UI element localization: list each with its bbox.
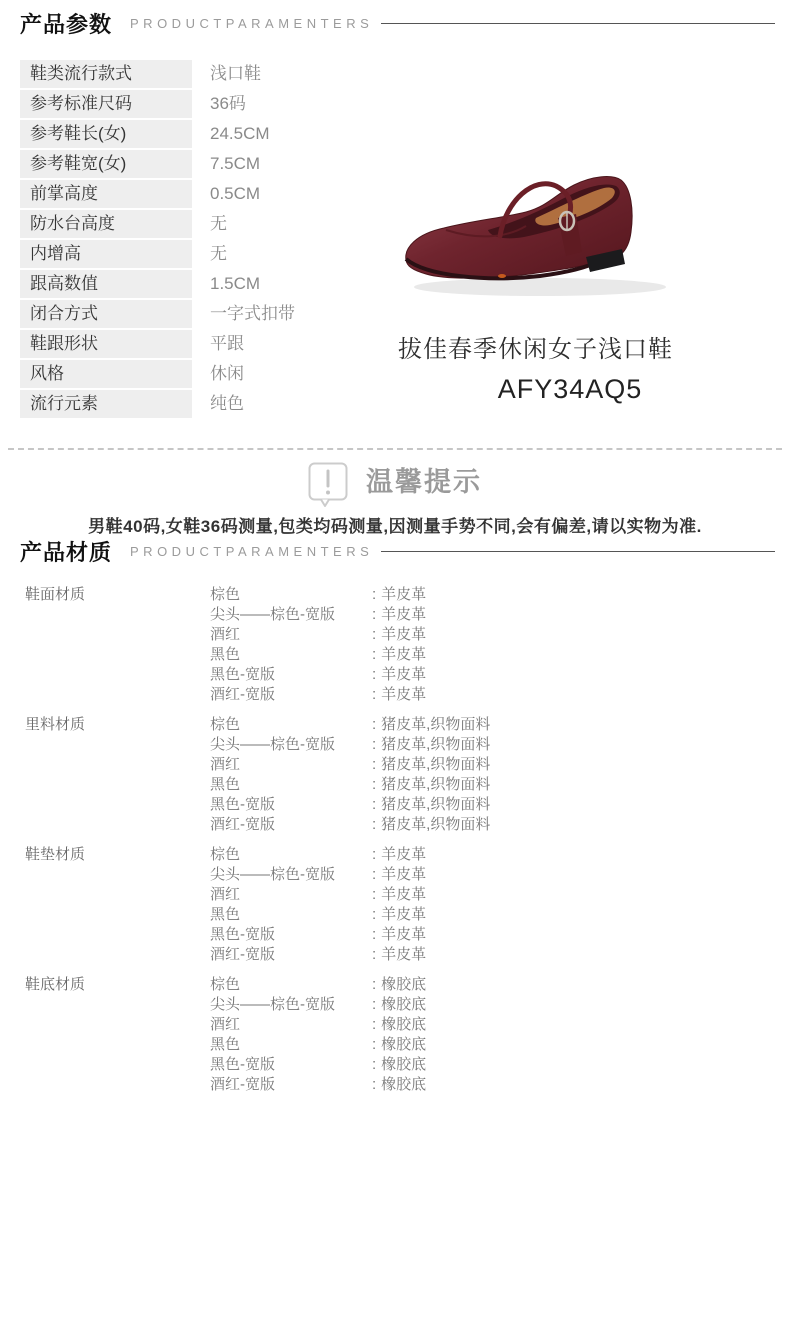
material-value: 猪皮革,织物面料 [381, 756, 491, 773]
material-value: 猪皮革,织物面料 [381, 776, 491, 793]
variant-name: 酒红 [210, 756, 241, 773]
material-section-title: 产品材质 [20, 540, 113, 565]
param-row [20, 210, 420, 238]
separator: : [372, 996, 377, 1013]
material-row [210, 715, 490, 735]
separator: : [372, 1056, 377, 1073]
material-row [210, 645, 426, 665]
variant-name: 酒红 [210, 1016, 241, 1033]
param-row [20, 150, 420, 178]
param-value: 浅口鞋 [210, 64, 261, 83]
header-rule [381, 23, 775, 24]
variant-name: 酒红 [210, 886, 241, 903]
separator: : [372, 666, 377, 683]
material-value: 猪皮革,织物面料 [381, 736, 491, 753]
material-row [210, 995, 426, 1015]
material-value: 羊皮革 [381, 886, 427, 903]
material-row [210, 685, 426, 705]
param-row [20, 240, 420, 268]
material-row [210, 865, 426, 885]
header-rule [381, 551, 775, 552]
separator: : [372, 926, 377, 943]
variant-name: 酒红 [210, 626, 241, 643]
material-value: 羊皮革 [381, 646, 427, 663]
separator: : [372, 1016, 377, 1033]
material-row [210, 735, 490, 755]
product-visual [390, 160, 750, 405]
material-row [210, 585, 426, 605]
separator: : [372, 646, 377, 663]
material-value: 羊皮革 [381, 606, 427, 623]
separator: : [372, 976, 377, 993]
param-label: 防水台高度 [20, 210, 192, 238]
param-value: 无 [210, 244, 227, 263]
variant-name: 尖头——棕色-宽版 [210, 996, 335, 1013]
product-model: AFY34AQ5 [497, 374, 643, 404]
separator: : [372, 816, 377, 833]
notice-text: 男鞋40码,女鞋36码测量,包类均码测量,因测量手势不同,会有偏差,请以实物为准. [88, 517, 702, 536]
param-label: 风格 [20, 360, 192, 388]
param-row [20, 90, 420, 118]
material-row [210, 665, 426, 685]
separator: : [372, 906, 377, 923]
material-row [210, 885, 426, 905]
material-group-lining [25, 715, 790, 835]
params-table [20, 60, 420, 420]
materials-list [25, 585, 790, 1105]
variant-name: 酒红-宽版 [210, 686, 275, 703]
material-value: 羊皮革 [381, 866, 427, 883]
dashed-divider [8, 448, 782, 450]
material-rows [210, 715, 490, 835]
separator: : [372, 716, 377, 733]
notice-header [0, 462, 790, 510]
variant-name: 棕色 [210, 586, 241, 603]
material-value: 羊皮革 [381, 586, 427, 603]
material-row [210, 625, 426, 645]
material-value: 猪皮革,织物面料 [381, 796, 491, 813]
param-value: 24.5CM [210, 124, 270, 143]
separator: : [372, 1076, 377, 1093]
param-value: 1.5CM [210, 274, 261, 293]
separator: : [372, 586, 377, 603]
material-section-header [0, 536, 775, 567]
material-group-upper [25, 585, 790, 705]
separator: : [372, 626, 377, 643]
param-label: 跟高数值 [20, 270, 192, 298]
material-row [210, 1035, 426, 1055]
shoe-illustration [406, 177, 666, 296]
material-group-label: 里料材质 [25, 716, 86, 733]
separator: : [372, 946, 377, 963]
params-section-subtitle: PRODUCTPARAMENTERS [130, 16, 374, 31]
material-value: 羊皮革 [381, 686, 427, 703]
product-image [390, 160, 750, 310]
separator: : [372, 756, 377, 773]
separator: : [372, 796, 377, 813]
variant-name: 黑色 [210, 906, 241, 923]
material-value: 橡胶底 [381, 996, 427, 1013]
param-value: 休闲 [210, 364, 244, 383]
exclamation-bubble-icon [308, 462, 348, 510]
variant-name: 黑色 [210, 1036, 241, 1053]
param-row [20, 390, 420, 418]
material-group-outsole [25, 975, 790, 1095]
material-value: 橡胶底 [381, 1016, 427, 1033]
variant-name: 黑色-宽版 [210, 1056, 275, 1073]
separator: : [372, 1036, 377, 1053]
param-row [20, 120, 420, 148]
param-label: 参考标准尺码 [20, 90, 192, 118]
material-value: 羊皮革 [381, 626, 427, 643]
variant-name: 尖头——棕色-宽版 [210, 866, 335, 883]
params-section-header [0, 8, 775, 39]
material-value: 橡胶底 [381, 1076, 427, 1093]
separator: : [372, 686, 377, 703]
material-group-insole [25, 845, 790, 965]
material-row [210, 945, 426, 965]
param-row [20, 270, 420, 298]
material-value: 羊皮革 [381, 666, 427, 683]
material-row [210, 795, 490, 815]
param-value: 无 [210, 214, 227, 233]
variant-name: 棕色 [210, 846, 241, 863]
material-value: 猪皮革,织物面料 [381, 716, 491, 733]
material-group-label: 鞋垫材质 [25, 846, 86, 863]
material-row [210, 1015, 426, 1035]
material-value: 羊皮革 [381, 946, 427, 963]
params-section-title: 产品参数 [20, 12, 113, 37]
param-row [20, 360, 420, 388]
product-name: 拔佳春季休闲女子浅口鞋 [398, 336, 673, 363]
separator: : [372, 866, 377, 883]
variant-name: 尖头——棕色-宽版 [210, 736, 335, 753]
material-row [210, 605, 426, 625]
param-value: 平跟 [210, 334, 244, 353]
material-row [210, 925, 426, 945]
material-rows [210, 975, 426, 1095]
material-value: 橡胶底 [381, 976, 427, 993]
param-label: 参考鞋长(女) [20, 120, 192, 148]
sole-dot [498, 274, 506, 278]
param-value: 纯色 [210, 394, 244, 413]
material-row [210, 775, 490, 795]
variant-name: 黑色-宽版 [210, 796, 275, 813]
variant-name: 黑色-宽版 [210, 926, 275, 943]
material-value: 猪皮革,织物面料 [381, 816, 491, 833]
material-value: 橡胶底 [381, 1056, 427, 1073]
material-row [210, 845, 426, 865]
material-row [210, 975, 426, 995]
material-row [210, 1055, 426, 1075]
variant-name: 棕色 [210, 716, 241, 733]
param-row [20, 330, 420, 358]
param-label: 闭合方式 [20, 300, 192, 328]
material-rows [210, 845, 426, 965]
notice-block [0, 462, 790, 537]
variant-name: 尖头——棕色-宽版 [210, 606, 335, 623]
material-group-label: 鞋面材质 [25, 586, 86, 603]
param-row [20, 60, 420, 88]
param-label: 流行元素 [20, 390, 192, 418]
param-value: 7.5CM [210, 154, 261, 173]
material-section-subtitle: PRODUCTPARAMENTERS [130, 544, 374, 559]
param-label: 参考鞋宽(女) [20, 150, 192, 178]
material-row [210, 815, 490, 835]
param-row [20, 300, 420, 328]
material-value: 橡胶底 [381, 1036, 427, 1053]
ground-shadow [414, 278, 666, 296]
param-value: 36码 [210, 94, 246, 113]
material-row [210, 755, 490, 775]
variant-name: 黑色 [210, 646, 241, 663]
material-row [210, 905, 426, 925]
notice-title: 温馨提示 [366, 467, 482, 497]
variant-name: 酒红-宽版 [210, 946, 275, 963]
material-rows [210, 585, 426, 705]
material-value: 羊皮革 [381, 906, 427, 923]
variant-name: 黑色 [210, 776, 241, 793]
material-value: 羊皮革 [381, 846, 427, 863]
separator: : [372, 606, 377, 623]
variant-name: 酒红-宽版 [210, 1076, 275, 1093]
param-value: 0.5CM [210, 184, 261, 203]
param-row [20, 180, 420, 208]
param-label: 鞋类流行款式 [20, 60, 192, 88]
separator: : [372, 776, 377, 793]
material-value: 羊皮革 [381, 926, 427, 943]
variant-name: 黑色-宽版 [210, 666, 275, 683]
separator: : [372, 886, 377, 903]
material-group-label: 鞋底材质 [25, 976, 86, 993]
separator: : [372, 736, 377, 753]
variant-name: 酒红-宽版 [210, 816, 275, 833]
separator: : [372, 846, 377, 863]
param-label: 前掌高度 [20, 180, 192, 208]
material-row [210, 1075, 426, 1095]
param-label: 鞋跟形状 [20, 330, 192, 358]
param-label: 内增高 [20, 240, 192, 268]
variant-name: 棕色 [210, 976, 241, 993]
param-value: 一字式扣带 [210, 304, 295, 323]
